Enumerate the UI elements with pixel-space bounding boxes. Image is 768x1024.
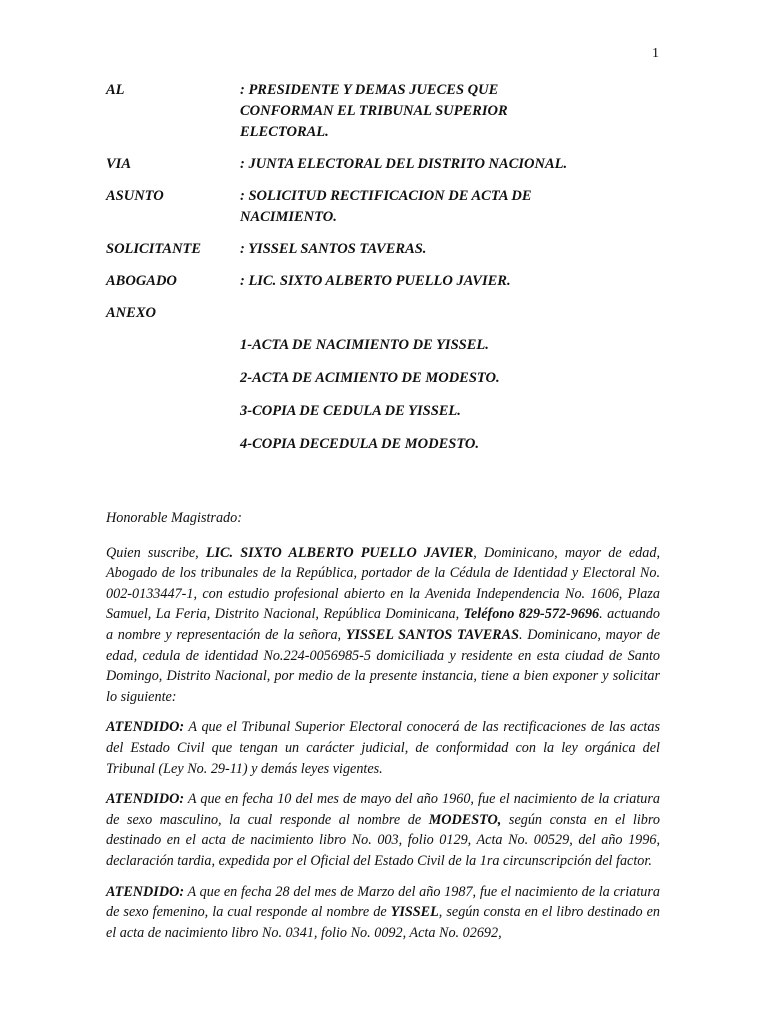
- document-body: [106, 508, 660, 953]
- annex-item: 4-COPIA DECEDULA DE MODESTO.: [240, 436, 480, 452]
- atendido-label: ATENDIDO:: [106, 719, 185, 736]
- atendido-label: ATENDIDO:: [106, 883, 185, 900]
- document-header: [106, 80, 626, 467]
- text-run: , según consta en el libro destinado en el acta de nacimiento libro No. 0341, folio No. 0092, Acta No. 02692,: [106, 904, 661, 941]
- atendido-paragraph-1: [106, 717, 660, 779]
- header-row-anexo: [106, 303, 626, 324]
- atendido-paragraph-3: [106, 882, 660, 944]
- text-run: . actuando a nombre y representación de la señora,: [106, 606, 660, 643]
- intro-paragraph: [106, 543, 660, 708]
- text-run: Quien suscribe,: [106, 544, 206, 561]
- header-value: : PRESIDENTE Y DEMAS JUECES QUE CONFORMAN EL TRIBUNAL SUPERIOR ELECTORAL.: [240, 82, 508, 140]
- page-number: 1: [652, 46, 659, 61]
- header-label: SOLICITANTE: [106, 241, 202, 257]
- header-value: : JUNTA ELECTORAL DEL DISTRITO NACIONAL.: [240, 156, 568, 172]
- annex-item: 3-COPIA DE CEDULA DE YISSEL.: [240, 403, 461, 419]
- atendido-paragraph-2: [106, 789, 660, 871]
- header-label: AL: [106, 82, 125, 98]
- annex-item: 2-ACTA DE ACIMIENTO DE MODESTO.: [240, 370, 500, 386]
- text-run: A que en fecha 28 del mes de Marzo del año 1987, fue el nacimiento de la criatura de sexo femenino, la cual responde al nombre de: [106, 883, 660, 921]
- client-name: YISSEL SANTOS TAVERAS: [345, 626, 519, 643]
- text-run: según consta en el libro destinado en el acta de nacimiento libro No. 003, folio 0129, Acta No. 00529, del año 1996, declaración tardia, expedida por el Oficial del Estado Civil de la 1ra circunscripción del factor.: [106, 811, 660, 869]
- header-label: ASUNTO: [106, 188, 164, 204]
- header-value: : SOLICITUD RECTIFICACION DE ACTA DE NACIMIENTO.: [240, 188, 532, 225]
- lawyer-name: LIC. SIXTO ALBERTO PUELLO JAVIER: [205, 544, 474, 561]
- header-value: : YISSEL SANTOS TAVERAS.: [240, 241, 427, 257]
- text-run: . Dominicano, mayor de edad, cedula de identidad No.224-0056985-5 domiciliada y residente en esta ciudad de Santo Domingo, Distrito Nacional, por medio de la presente instancia, tiene a bien exponer y solicitar lo siguiente:: [106, 626, 660, 705]
- header-row-solicitante: [106, 239, 626, 260]
- header-label: ANEXO: [106, 305, 156, 321]
- text-run: A que en fecha 10 del mes de mayo del año 1960, fue el nacimiento de la criatura de sexo masculino, la cual responde al nombre de: [106, 791, 660, 828]
- person-name: MODESTO,: [428, 811, 502, 828]
- header-row-via: [106, 154, 626, 175]
- header-row-al: [106, 80, 626, 143]
- annex-item: 1-ACTA DE NACIMIENTO DE YISSEL.: [240, 337, 489, 353]
- text-run: , Dominicano, mayor de edad, Abogado de los tribunales de la República, portador de la Cédula de Identidad y Electoral No. 002-0133447-1, con estudio profesional abierto en la Avenida Independencia No. 1606, Plaza Samuel, La Feria, Distrito Nacional, República Dominicana,: [106, 544, 660, 623]
- text-run: A que el Tribunal Superior Electoral conocerá de las rectificaciones de las actas del Estado Civil que tengan un carácter judicial, de conformidad con la ley orgánica del Tribunal (Ley No. 29-11) y demás leyes vigentes.: [106, 719, 660, 777]
- atendido-label: ATENDIDO:: [106, 791, 185, 808]
- header-label: ABOGADO: [106, 273, 177, 289]
- annex-list: [240, 335, 626, 455]
- header-row-abogado: [106, 271, 626, 292]
- header-value: [240, 303, 626, 324]
- salutation: Honorable Magistrado:: [106, 510, 242, 526]
- phone-number: Teléfono 829-572-9696: [463, 606, 600, 623]
- header-value: : LIC. SIXTO ALBERTO PUELLO JAVIER.: [240, 273, 511, 289]
- header-label: VIA: [106, 156, 131, 172]
- person-name: YISSEL: [390, 904, 439, 921]
- header-row-asunto: [106, 186, 626, 228]
